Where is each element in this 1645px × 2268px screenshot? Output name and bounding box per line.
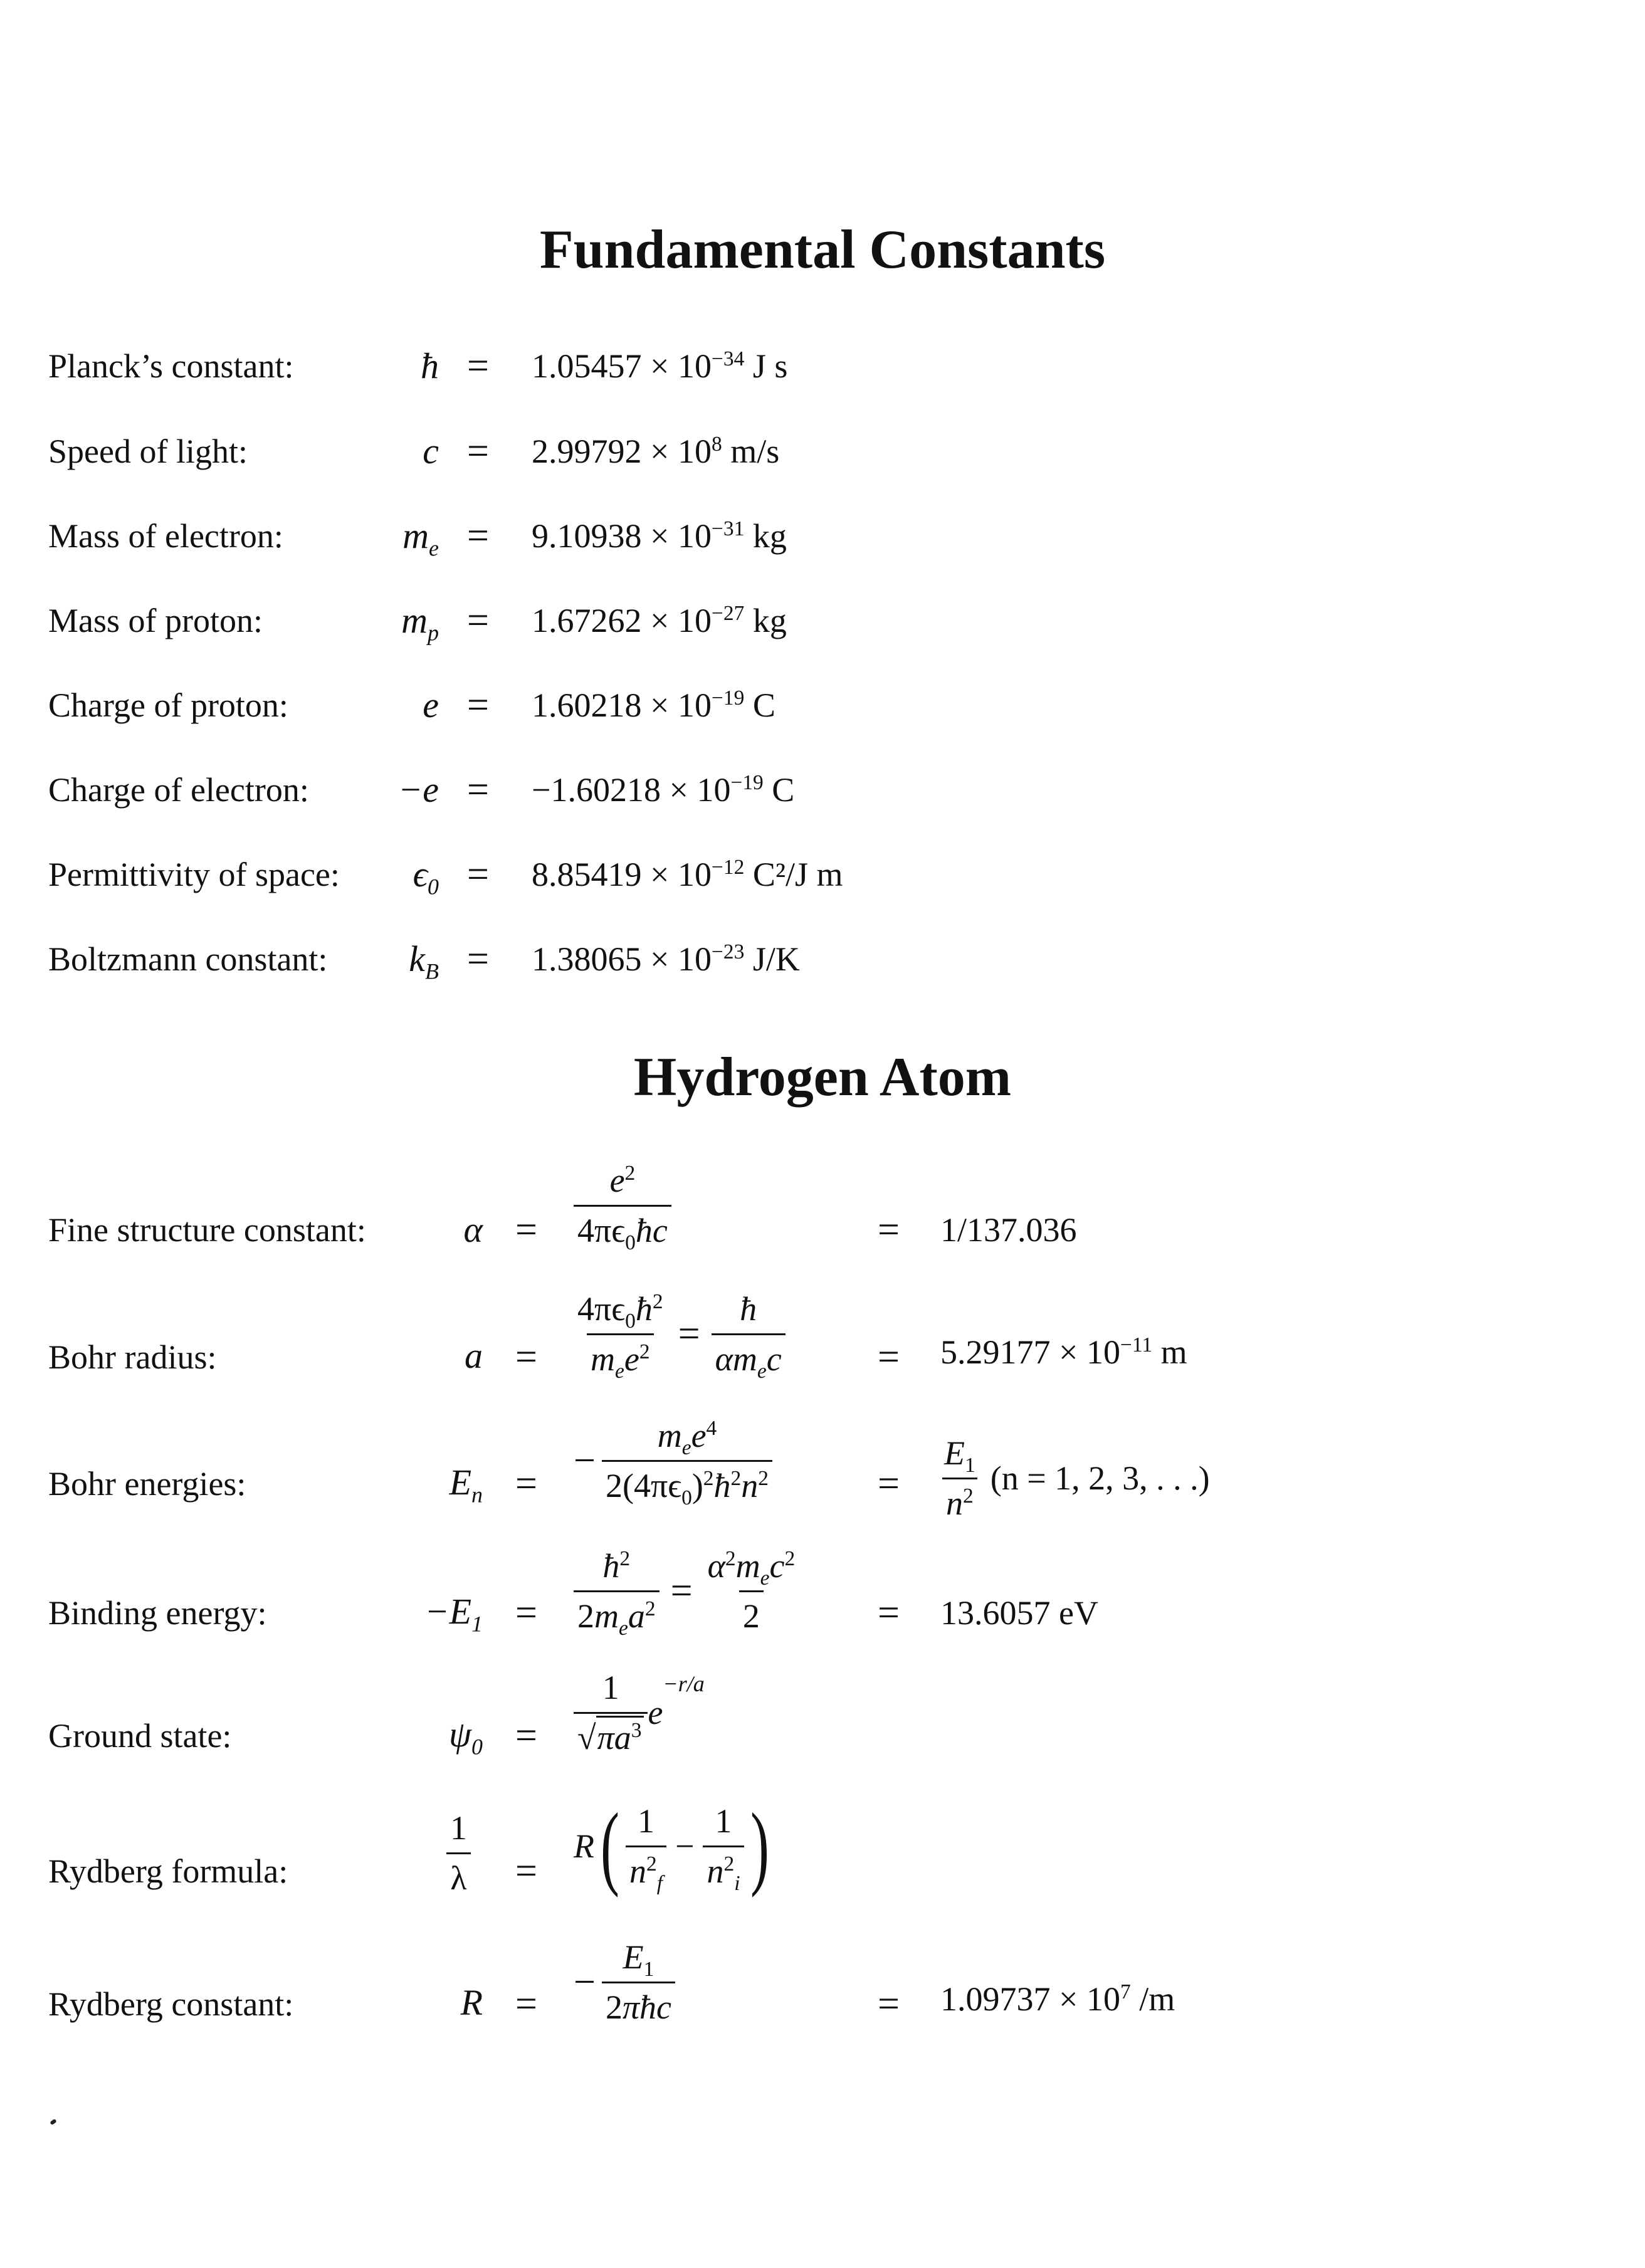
ground-state-label: Ground state: <box>48 1717 232 1755</box>
rydberg-formula-lhs: $\frac{1}{\lambda}$ <box>446 1810 471 1896</box>
rydberg-constant-equals: = <box>515 1983 537 2025</box>
constant-symbol: $\epsilon_0$ <box>413 854 439 900</box>
ground-state-symbol: $\psi_0$ <box>448 1714 483 1760</box>
rydberg-constant-value: $1.09737 \times 10^7$ /m <box>940 1980 1175 2018</box>
constant-equals: = <box>467 684 489 727</box>
constant-label: Charge of proton: <box>48 686 288 724</box>
constant-label: Permittivity of space: <box>48 856 340 893</box>
bohr-radius-label: Bohr radius: <box>48 1338 217 1376</box>
binding-energy-equals: = <box>515 1592 537 1634</box>
constant-symbol: −e <box>398 769 439 810</box>
constant-label: Mass of proton: <box>48 602 263 639</box>
four-pi-eps: 4πϵ <box>577 1211 626 1249</box>
constant-symbol: ħ <box>421 345 439 386</box>
bohr-energies-label: Bohr energies: <box>48 1465 246 1503</box>
bohr-energies-equals: = <box>515 1462 537 1505</box>
binding-energy-equals-2: = <box>878 1592 900 1634</box>
constant-value: $9.10938 \times 10^{-31}$ kg <box>532 517 787 555</box>
bohr-radius-formula: $\frac{4\pi\epsilon_0ħ^2}{m_ee^2}$ = $\frac{ħ}{\alpha m_ec}$ <box>574 1291 786 1377</box>
constant-value: $-1.60218 \times 10^{-19}$ C <box>532 771 795 809</box>
bohr-radius-symbol: a <box>465 1335 483 1376</box>
binding-energy-value: 13.6057 eV <box>940 1594 1098 1632</box>
fine-structure-equals-2: = <box>878 1209 900 1251</box>
constant-equals: = <box>467 853 489 896</box>
constant-equals: = <box>467 938 489 980</box>
rydberg-formula-rhs: R ( $\frac{1}{n^2_f}$ − $\frac{1}{n^2_i}$ ) <box>574 1794 769 1898</box>
rydberg-constant-symbol: R <box>460 1982 483 2023</box>
stray-mark <box>50 2119 57 2126</box>
constant-value: $1.60218 \times 10^{-19}$ C <box>532 686 775 724</box>
bohr-energies-equals-2: = <box>878 1462 900 1505</box>
constant-value: $1.67262 \times 10^{-27}$ kg <box>532 602 787 639</box>
constant-label: Boltzmann constant: <box>48 940 328 978</box>
constant-equals: = <box>467 515 489 557</box>
bohr-radius-equals: = <box>515 1336 537 1378</box>
constant-value: $2.99792 \times 10^8$ m/s <box>532 433 780 470</box>
constant-symbol: $m_p$ <box>401 600 439 646</box>
constant-label: Charge of electron: <box>48 771 309 809</box>
rydberg-constant-equals-2: = <box>878 1983 900 2025</box>
heading-fundamental-constants: Fundamental Constants <box>539 219 1106 280</box>
fine-structure-equals: = <box>515 1209 537 1251</box>
rydberg-constant-label: Rydberg constant: <box>48 1985 294 2023</box>
fine-structure-symbol: α <box>463 1209 483 1250</box>
constant-equals: = <box>467 599 489 642</box>
constant-value: $1.38065 \times 10^{-23}$ J/K <box>532 940 800 978</box>
heading-hydrogen-atom: Hydrogen Atom <box>633 1047 1012 1108</box>
binding-energy-formula: $\frac{ħ^2}{2m_ea^2}$ = $\frac{\alpha^2m_ec^2}{2}$ <box>574 1548 799 1634</box>
constant-symbol: $k_B$ <box>409 938 439 984</box>
binding-energy-label: Binding energy: <box>48 1594 267 1632</box>
constant-equals: = <box>467 769 489 811</box>
rydberg-formula-equals: = <box>515 1850 537 1893</box>
binding-energy-symbol: $-E_1$ <box>424 1591 483 1637</box>
bohr-energies-formula: − $\frac{m_ee^4}{2(4\pi\epsilon_0)^2ħ^2n^2}$ <box>574 1418 772 1503</box>
rydberg-formula-label: Rydberg formula: <box>48 1852 288 1890</box>
constant-equals: = <box>467 430 489 473</box>
bohr-radius-value: $5.29177 \times 10^{-11}$ m <box>940 1333 1187 1371</box>
constant-symbol: e <box>423 685 439 725</box>
constant-symbol: $m_e$ <box>402 515 439 561</box>
constant-value: $1.05457 \times 10^{-34}$ J s <box>532 347 788 385</box>
constant-symbol: c <box>423 431 439 471</box>
constant-label: Mass of electron: <box>48 517 283 555</box>
ground-state-equals: = <box>515 1714 537 1757</box>
fine-structure-value: 1/137.036 <box>940 1211 1077 1249</box>
fine-structure-formula: $\frac{e^2}{4\pi\epsilon_0ħc}$ <box>574 1163 671 1248</box>
constant-equals: = <box>467 345 489 387</box>
bohr-energies-result: $\frac{E_1}{n^2}$ (n = 1, 2, 3, . . .) <box>940 1436 1210 1521</box>
bohr-radius-equals-2: = <box>878 1336 900 1378</box>
constant-label: Planck’s constant: <box>48 347 294 385</box>
constant-value: $8.85419 \times 10^{-12}$ C²/J m <box>532 856 843 893</box>
bohr-energies-symbol: $E_n$ <box>449 1462 483 1508</box>
ground-state-formula: $\frac{1}{√\pi a^3}$ $e^{-r/a}$ <box>574 1670 705 1755</box>
right-paren: ) <box>750 1794 769 1898</box>
fine-structure-label: Fine structure constant: <box>48 1211 366 1249</box>
constant-label: Speed of light: <box>48 433 248 470</box>
left-paren: ( <box>600 1794 619 1898</box>
rydberg-constant-formula: − $\frac{E_1}{\text{2πħc}}$ <box>574 1940 675 2025</box>
